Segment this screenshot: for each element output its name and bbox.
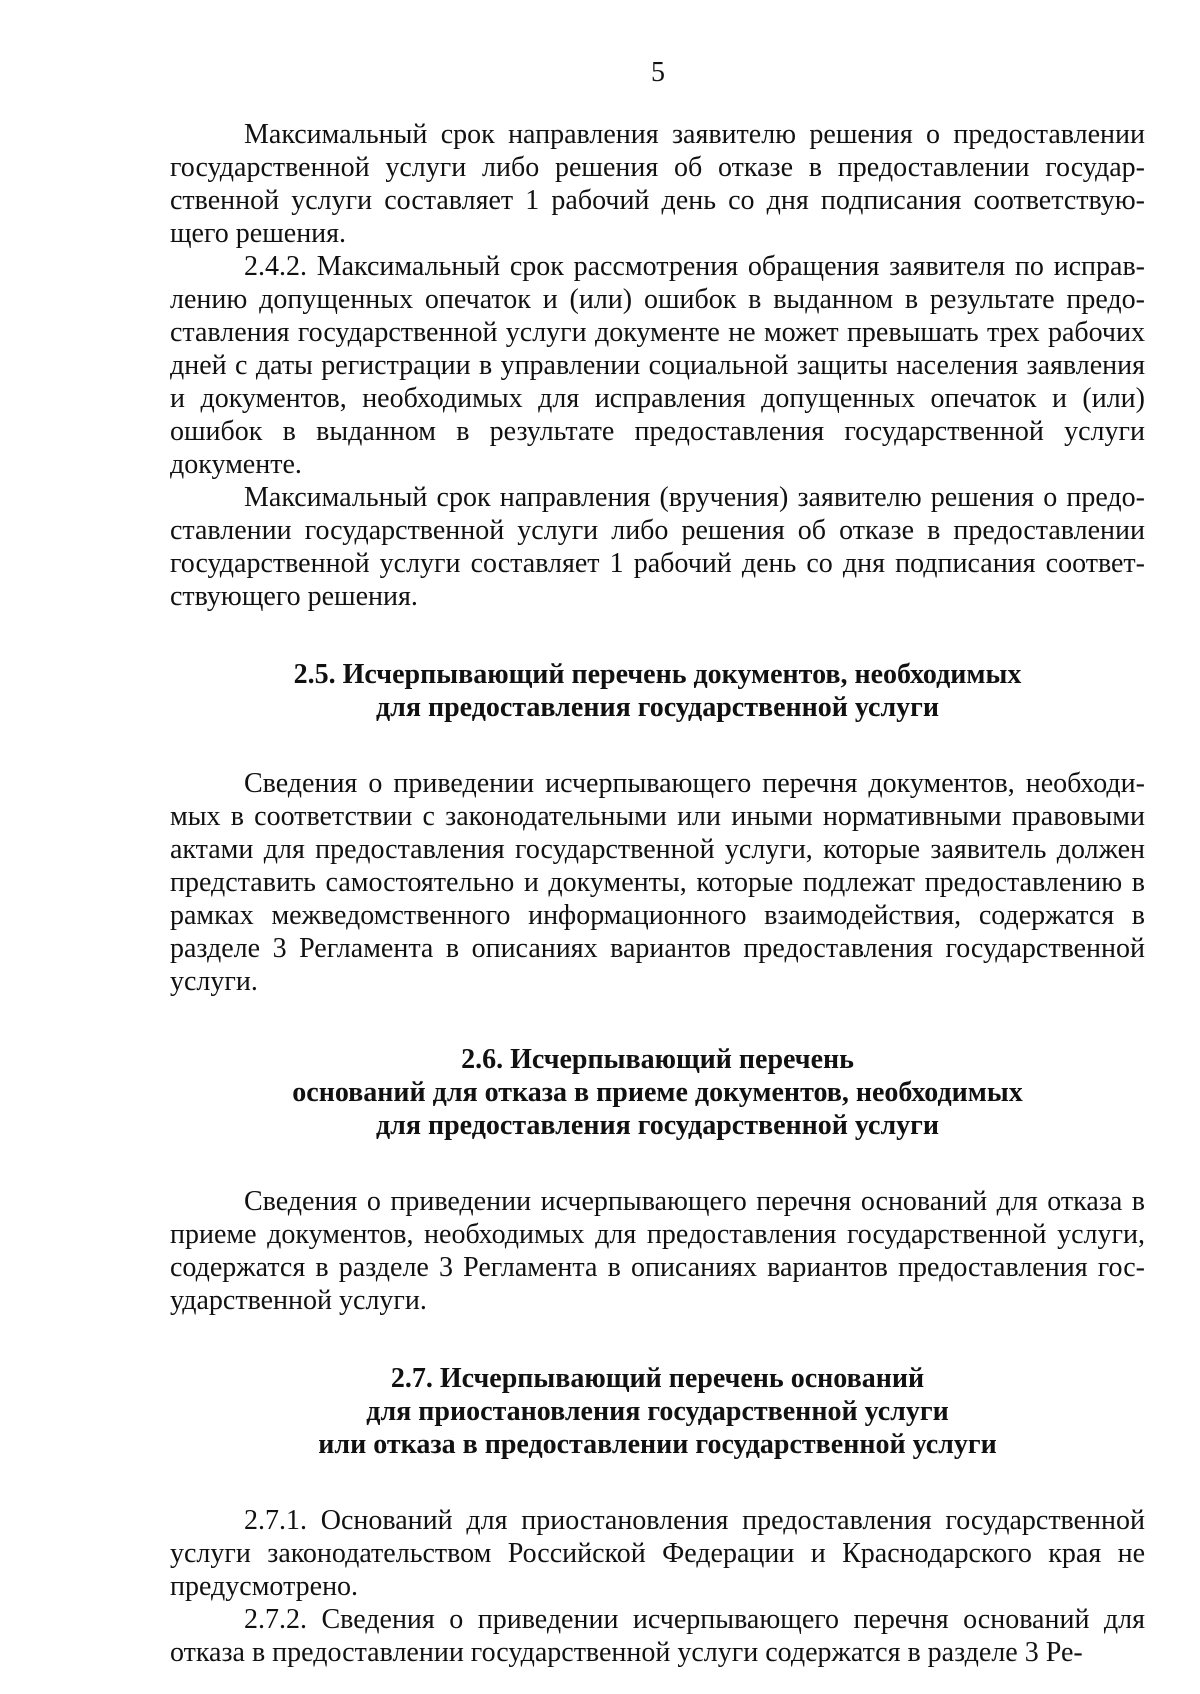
- heading-2-7-line: 2.7. Исчерпывающий перечень оснований: [390, 1363, 925, 1394]
- heading-2-6-line: для предоставления государственной услуги: [375, 1110, 940, 1141]
- heading-2-5-line: для предоставления государственной услуги: [375, 692, 940, 723]
- heading-2-5: [170, 658, 1145, 724]
- heading-2-7-line: для приостановления государственной услуги: [366, 1396, 949, 1427]
- heading-2-5-line: 2.5. Исчерпывающий перечень документов, необходимых: [293, 659, 1022, 690]
- paragraph-2-4-2: 2.4.2. Максимальный срок рассмотрения обращения заявителя по исправлению допущенных опечаток и (или) ошибок в выданном в результате предоставления государственной услуги документе не может превышать трех рабочих дней с даты регистрации в управлении социальной защиты населения заявления и документов, необходимых для исправления допущенных опечаток и (или) ошибок в выданном в результате предоставления государственной услуги документе.: [170, 251, 1145, 480]
- paragraph-2-7-1: 2.7.1. Оснований для приостановления предоставления государственной услуги законодательством Российской Федерации и Краснодарского края не предусмотрено.: [170, 1505, 1145, 1602]
- document-body: [170, 118, 1145, 1669]
- heading-2-6-line: 2.6. Исчерпывающий перечень: [461, 1044, 854, 1075]
- paragraph-max-term-sending: Максимальный срок направления заявителю решения о предоставлении государственной услуги либо решения об отказе в предоставлении государственной услуги составляет 1 рабочий день со дня подписания соответствующего решения.: [170, 119, 1145, 249]
- paragraph-max-term-delivery: Максимальный срок направления (вручения) заявителю решения о предоставлении государственной услуги либо решения об отказе в предоставлении государственной услуги составляет 1 рабочий день со дня подписания соответствующего решения.: [170, 482, 1145, 612]
- paragraph-2-6: Сведения о приведении исчерпывающего перечня оснований для отказа в приеме документов, необходимых для предоставления государственной услуги, содержатся в разделе 3 Регламента в описаниях вариантов предоставления государственной услуги.: [170, 1186, 1145, 1316]
- heading-2-6-line: оснований для отказа в приеме документов, необходимых: [292, 1077, 1023, 1108]
- heading-2-7: [170, 1362, 1145, 1461]
- heading-2-7-line: или отказа в предоставлении государственной услуги: [318, 1429, 997, 1460]
- paragraph-2-5: Сведения о приведении исчерпывающего перечня документов, необходимых в соответствии с законодательными или иными нормативными правовыми актами для предоставления государственной услуги, которые заявитель должен представить самостоятельно и документы, которые подлежат предоставлению в рамках межведомственного информационного взаимодействия, содержатся в разделе 3 Регламента в описаниях вариантов предоставления государственной услуги.: [170, 768, 1145, 997]
- paragraph-2-7-2: 2.7.2. Сведения о приведении исчерпывающего перечня оснований для отказа в предоставлении государственной услуги содержатся в разделе 3 Ре-: [170, 1604, 1145, 1668]
- heading-2-6: [170, 1043, 1145, 1142]
- page-number: 5: [651, 57, 665, 88]
